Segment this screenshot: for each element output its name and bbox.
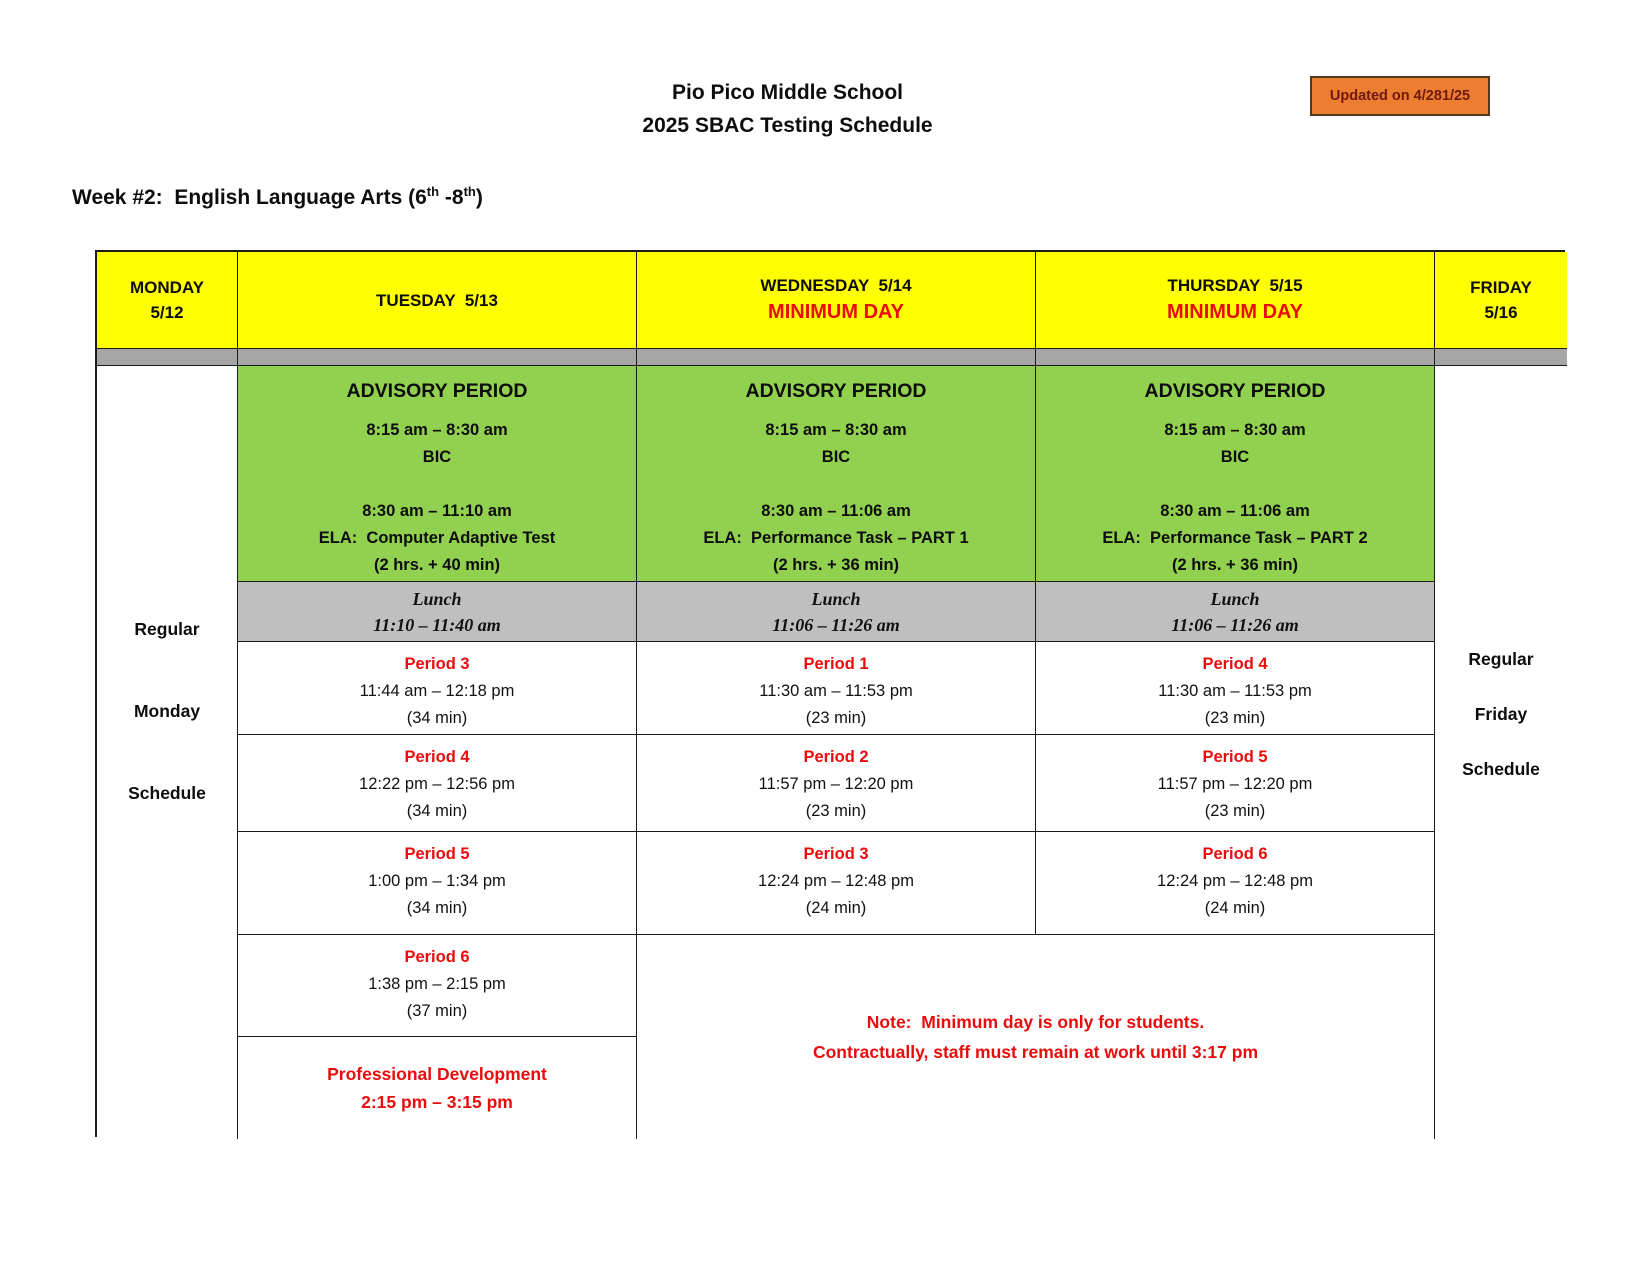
period-time: 11:44 am – 12:18 pm xyxy=(359,682,515,700)
period-name: Period 4 xyxy=(1202,655,1268,673)
header-cell-monday xyxy=(97,252,238,349)
advisory-test-label: ELA: Computer Adaptive Test xyxy=(318,529,556,547)
advisory-title: ADVISORY PERIOD xyxy=(1144,380,1326,402)
advisory-time: 8:30 am – 11:06 am xyxy=(1160,502,1310,520)
period-time: 12:24 pm – 12:48 pm xyxy=(1157,872,1313,890)
period-name: Period 5 xyxy=(404,845,470,863)
period-duration: (23 min) xyxy=(805,709,867,727)
period-cell xyxy=(1036,735,1435,832)
lunch-cell-thursday xyxy=(1036,582,1435,642)
separator-cell xyxy=(637,349,1036,366)
week-heading-prefix: Week #2: English Language Arts (6 xyxy=(72,186,427,209)
day-label: TUESDAY 5/13 xyxy=(376,290,498,310)
friday-schedule-line: Regular xyxy=(1468,649,1534,669)
minimum-day-note-cell xyxy=(637,935,1435,1139)
header-cell-thursday xyxy=(1036,252,1435,349)
period-cell xyxy=(1036,832,1435,935)
advisory-duration: (2 hrs. + 40 min) xyxy=(373,556,501,574)
lunch-cell-wednesday xyxy=(637,582,1036,642)
day-label: FRIDAY xyxy=(1470,278,1532,297)
advisory-cell-tuesday xyxy=(238,366,637,582)
advisory-label: BIC xyxy=(1220,448,1250,466)
period-name: Period 3 xyxy=(803,845,869,863)
lunch-label: Lunch xyxy=(811,588,861,609)
period-cell xyxy=(238,935,637,1037)
period-duration: (34 min) xyxy=(406,899,468,917)
advisory-time: 8:30 am – 11:06 am xyxy=(761,502,911,520)
monday-schedule-cell xyxy=(97,366,238,1139)
advisory-cell-wednesday xyxy=(637,366,1036,582)
period-duration: (24 min) xyxy=(1204,899,1266,917)
period-time: 1:00 pm – 1:34 pm xyxy=(368,872,506,890)
separator-cell xyxy=(238,349,637,366)
schedule-title: 2025 SBAC Testing Schedule xyxy=(642,114,933,137)
period-time: 12:24 pm – 12:48 pm xyxy=(758,872,914,890)
lunch-cell-tuesday xyxy=(238,582,637,642)
advisory-label: BIC xyxy=(422,448,452,466)
period-name: Period 3 xyxy=(404,655,470,673)
advisory-label: BIC xyxy=(821,448,851,466)
friday-schedule-line: Schedule xyxy=(1462,759,1540,779)
schedule-table xyxy=(95,250,1565,1137)
period-cell xyxy=(637,735,1036,832)
advisory-duration: (2 hrs. + 36 min) xyxy=(772,556,900,574)
day-label: WEDNESDAY 5/14 xyxy=(760,276,912,295)
period-duration: (37 min) xyxy=(406,1002,468,1020)
advisory-time: 8:15 am – 8:30 am xyxy=(765,421,907,439)
day-label: THURSDAY 5/15 xyxy=(1167,276,1303,295)
advisory-time: 8:30 am – 11:10 am xyxy=(362,502,512,520)
period-time: 11:30 am – 11:53 pm xyxy=(1158,682,1312,700)
period-duration: (24 min) xyxy=(805,899,867,917)
period-duration: (23 min) xyxy=(805,802,867,820)
lunch-label: Lunch xyxy=(412,588,462,609)
advisory-test-label: ELA: Performance Task – PART 2 xyxy=(1102,529,1368,547)
period-duration: (23 min) xyxy=(1204,802,1266,820)
period-duration: (23 min) xyxy=(1204,709,1266,727)
period-time: 12:22 pm – 12:56 pm xyxy=(359,775,515,793)
professional-development-time: 2:15 pm – 3:15 pm xyxy=(361,1092,513,1112)
separator-cell xyxy=(1036,349,1435,366)
advisory-title: ADVISORY PERIOD xyxy=(745,380,927,402)
advisory-time: 8:15 am – 8:30 am xyxy=(366,421,508,439)
lunch-time: 11:10 – 11:40 am xyxy=(373,614,501,635)
note-line: Note: Minimum day is only for students. xyxy=(866,1012,1205,1032)
monday-schedule-line: Regular xyxy=(134,619,200,639)
header-cell-friday xyxy=(1435,252,1567,349)
advisory-test-label: ELA: Performance Task – PART 1 xyxy=(703,529,969,547)
period-name: Period 6 xyxy=(404,948,470,966)
period-cell xyxy=(238,735,637,832)
advisory-duration: (2 hrs. + 36 min) xyxy=(1171,556,1299,574)
period-time: 11:57 pm – 12:20 pm xyxy=(1157,775,1313,793)
professional-development-label: Professional Development xyxy=(327,1064,547,1084)
week-heading-suffix: ) xyxy=(475,186,483,209)
period-time: 1:38 pm – 2:15 pm xyxy=(368,975,506,993)
advisory-time: 8:15 am – 8:30 am xyxy=(1164,421,1306,439)
period-cell xyxy=(637,642,1036,735)
separator-cell xyxy=(1435,349,1567,366)
period-name: Period 5 xyxy=(1202,748,1268,766)
minimum-day-label: MINIMUM DAY xyxy=(1167,301,1303,323)
minimum-day-label: MINIMUM DAY xyxy=(768,301,904,323)
period-name: Period 6 xyxy=(1202,845,1268,863)
monday-schedule-line: Schedule xyxy=(128,783,206,803)
updated-badge: Updated on 4/281/25 xyxy=(1310,76,1490,116)
week-heading xyxy=(72,184,483,210)
week-heading-superscript: th xyxy=(463,184,476,199)
separator-cell xyxy=(97,349,238,366)
header-cell-wednesday xyxy=(637,252,1036,349)
period-time: 11:57 pm – 12:20 pm xyxy=(758,775,914,793)
period-cell xyxy=(637,832,1036,935)
day-label: MONDAY xyxy=(130,278,204,297)
period-time: 11:30 am – 11:53 pm xyxy=(759,682,913,700)
period-cell xyxy=(1036,642,1435,735)
period-cell xyxy=(238,642,637,735)
week-heading-superscript: th xyxy=(426,184,440,199)
advisory-cell-thursday xyxy=(1036,366,1435,582)
school-name: Pio Pico Middle School xyxy=(671,81,904,104)
period-duration: (34 min) xyxy=(406,709,468,727)
day-date: 5/16 xyxy=(1484,303,1518,322)
advisory-title: ADVISORY PERIOD xyxy=(346,380,528,402)
header-cell-tuesday xyxy=(238,252,637,349)
lunch-label: Lunch xyxy=(1210,588,1260,609)
period-cell xyxy=(238,832,637,935)
period-name: Period 2 xyxy=(803,748,869,766)
day-date: 5/12 xyxy=(150,303,184,322)
period-duration: (34 min) xyxy=(406,802,468,820)
lunch-time: 11:06 – 11:26 am xyxy=(1171,614,1299,635)
friday-schedule-cell xyxy=(1435,366,1567,1139)
note-line: Contractually, staff must remain at work until 3:17 pm xyxy=(812,1042,1259,1062)
friday-schedule-line: Friday xyxy=(1474,704,1528,724)
professional-development-cell xyxy=(238,1037,637,1139)
monday-schedule-line: Monday xyxy=(133,701,201,721)
period-name: Period 4 xyxy=(404,748,470,766)
lunch-time: 11:06 – 11:26 am xyxy=(772,614,900,635)
week-heading-mid: -8 xyxy=(439,186,464,209)
period-name: Period 1 xyxy=(803,655,869,673)
